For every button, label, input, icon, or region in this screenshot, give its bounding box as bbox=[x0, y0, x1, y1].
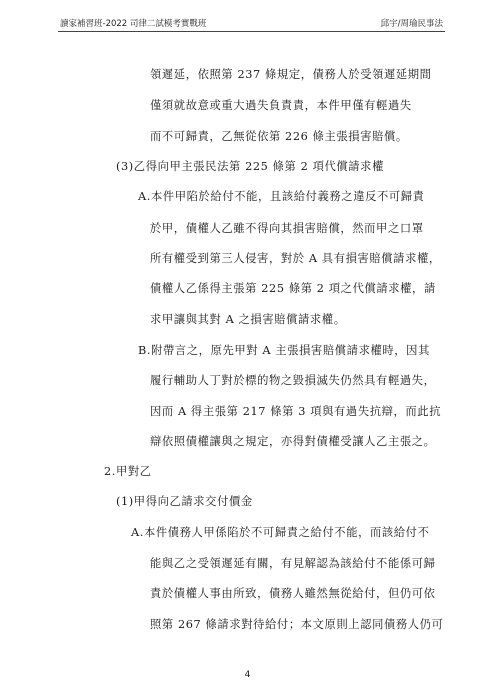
text-line: 能與乙之受領遲延有關，有見解認為該給付不能係可歸 bbox=[150, 557, 436, 570]
text-line: 領遲延，依照第 237 條規定，債務人於受領遲延期間 bbox=[150, 68, 432, 81]
text-line: 債權人乙係得主張第 225 條第 2 項之代償請求權，請 bbox=[150, 282, 436, 295]
header-rule bbox=[58, 31, 445, 32]
text-line: A.本件債務人甲係陷於不可歸責之給付不能，而該給付不 bbox=[131, 526, 430, 539]
text-line: 履行輔助人丁對於標的物之毀損滅失仍然具有輕過失， bbox=[150, 374, 436, 387]
subsection-heading: (1)甲得向乙請求交付價金 bbox=[116, 495, 253, 508]
text-line: 所有權受到第三人侵害，對於 A 具有損害賠償請求權， bbox=[150, 252, 441, 265]
text-line: B.附帶言之，原先甲對 A 主張損害賠償請求權時，因其 bbox=[138, 344, 430, 357]
text-line: 而不可歸責，乙無從依第 226 條主張損害賠償。 bbox=[150, 130, 408, 143]
text-line: 照第 267 條請求對待給付；本文原則上認同債務人仍可 bbox=[150, 618, 444, 631]
section-heading: 2.甲對乙 bbox=[104, 465, 152, 478]
text-line: A.本件甲陷於給付不能，且該給付義務之違反不可歸責 bbox=[138, 190, 425, 203]
header-course-title: 讀家補習班-2022 司律二試模考實戰班 bbox=[60, 19, 207, 29]
header-subject: 邱宇/周瑜民事法 bbox=[380, 19, 443, 29]
text-line: 辯依照債權讓與之規定，亦得對債權受讓人乙主張之。 bbox=[150, 435, 436, 448]
text-line: 於甲，債權人乙雖不得向其損害賠償，然而甲之口罩 bbox=[150, 222, 424, 235]
text-line: 求甲讓與其對 A 之損害賠償請求權。 bbox=[150, 313, 346, 326]
section-heading: (3)乙得向甲主張民法第 225 條第 2 項代償請求權 bbox=[116, 160, 384, 173]
text-line: 責於債權人事由所致，債務人雖然無從給付，但仍可依 bbox=[150, 587, 436, 600]
text-line: 僅須就故意或重大過失負責責，本件甲僅有輕過失 bbox=[150, 99, 412, 112]
text-line: 因而 A 得主張第 217 條第 3 項與有過失抗辯，而此抗 bbox=[150, 405, 442, 418]
page-number: 4 bbox=[244, 670, 251, 680]
